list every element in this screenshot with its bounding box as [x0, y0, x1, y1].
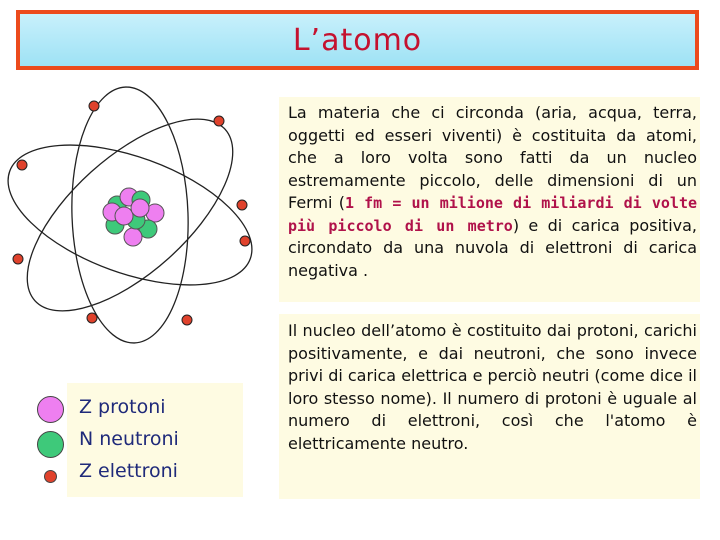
electron — [240, 236, 250, 246]
electron — [182, 315, 192, 325]
legend-electrons: Z elettroni — [79, 460, 178, 482]
paragraph2-text: Il nucleo dell’atomo è costituito dai protoni, carichi positivamente, e dai neutroni, che sono invece privi di carica elettrica e perciò neutri (come dice il loro stesso nome). Il numero di protoni è uguale al numero di elettroni, così che l'atomo è elettricamente neutro. — [288, 321, 697, 453]
text-panel-nucleus — [279, 314, 700, 499]
electron-legend-icon — [44, 470, 57, 483]
text-panel-atoms — [279, 97, 700, 302]
fermi-highlight: 1 fm = un milione di miliardi di volte più piccolo di un metro — [288, 194, 698, 235]
electron — [89, 101, 99, 111]
proton-legend-icon — [37, 396, 64, 423]
electron — [87, 313, 97, 323]
atom-diagram — [0, 85, 280, 375]
proton — [115, 207, 133, 225]
legend — [67, 383, 243, 497]
legend-neutrons: N neutroni — [79, 428, 179, 450]
nucleus — [103, 188, 164, 246]
page-title: L’atomo — [292, 22, 423, 58]
paragraph1-text-end: ) e di carica positiva, circondato da una nuvola di elettroni di carica negativa . — [288, 215, 697, 280]
electron — [17, 160, 27, 170]
proton — [131, 199, 149, 217]
paragraph1-text: La materia che ci circonda (aria, acqua, terra, oggetti ed esseri viventi) è costituita da atomi, che a loro volta sono fatti da un nucleo estremamente piccolo, delle dimensioni di un Fermi ( — [288, 103, 697, 212]
electron — [13, 254, 23, 264]
electron — [214, 116, 224, 126]
title-banner — [16, 10, 699, 70]
legend-protons: Z protoni — [79, 396, 166, 418]
neutron-legend-icon — [37, 431, 64, 458]
electron — [237, 200, 247, 210]
proton — [124, 228, 142, 246]
